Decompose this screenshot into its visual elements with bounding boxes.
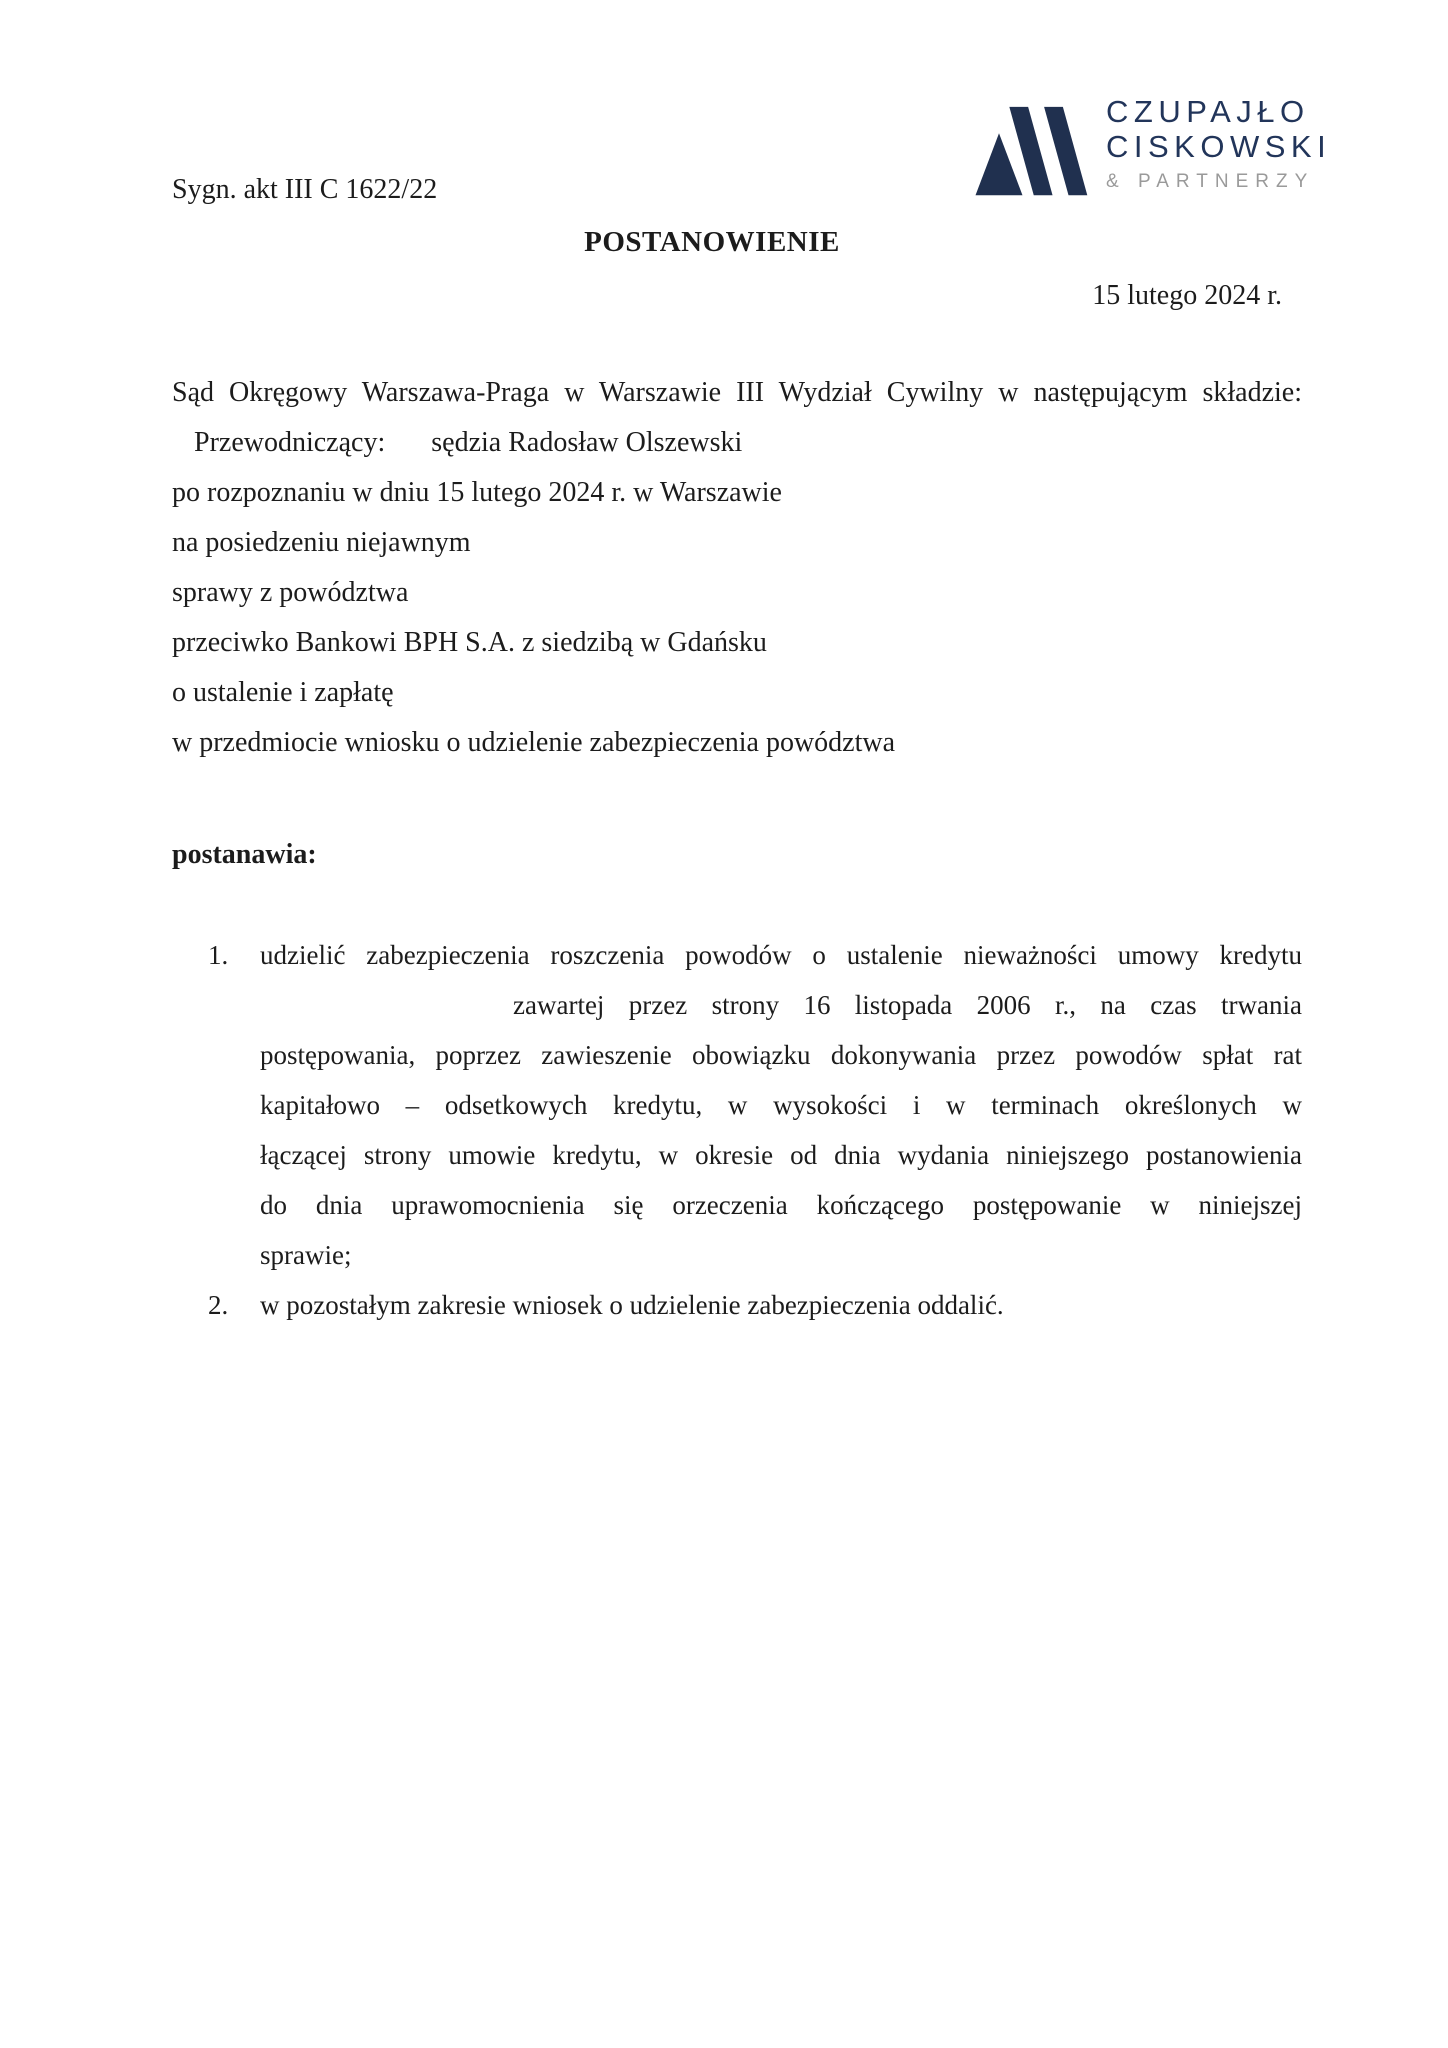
ruling-line: do dnia uprawomocnienia się orzeczenia kończącego postępowanie w niniejszej [260, 1190, 1302, 1220]
mountain-mark-icon [968, 88, 1092, 200]
ruling-item-2 [172, 1280, 1302, 1330]
ruling-item-1-number: 1. [208, 940, 229, 970]
ruling-line: w pozostałym zakresie wniosek o udzielenie zabezpieczenia oddalić. [260, 1290, 1004, 1320]
defendant-line: przeciwko Bankowi BPH S.A. z siedzibą w Gdańsku [172, 627, 767, 658]
ruling-item-1 [172, 930, 1302, 1280]
presiding-judge-line [172, 418, 1302, 468]
firm-name-line2: CISKOWSKI [1106, 129, 1332, 164]
presiding-judge-label: Przewodniczący: [194, 427, 386, 458]
ruling-line: zawartej przez strony 16 listopada 2006 r., na czas trwania [513, 990, 1302, 1020]
ruling-line: postępowania, poprzez zawieszenie obowiązku dokonywania przez powodów spłat rat [260, 1040, 1302, 1070]
firm-name-line1: CZUPAJŁO [1106, 94, 1310, 129]
hearing-date-line: po rozpoznaniu w dniu 15 lutego 2024 r. w Warszawie [172, 477, 782, 508]
case-origin-line: sprawy z powództwa [172, 577, 409, 608]
ruling-item-2-text [260, 1280, 1302, 1330]
document-preamble [172, 368, 1302, 768]
law-firm-logo [968, 88, 1350, 208]
decision-heading: postanawia: [172, 839, 317, 870]
ruling-list [172, 930, 1302, 1330]
presiding-judge-name: sędzia Radosław Olszewski [431, 427, 743, 458]
ruling-line: sprawie; [260, 1240, 352, 1270]
document-date: 15 lutego 2024 r. [1092, 280, 1282, 311]
court-composition-line: Sąd Okręgowy Warszawa-Praga w Warszawie III Wydział Cywilny w następującym składzie: [172, 377, 1302, 408]
document-title: POSTANOWIENIE [584, 226, 840, 258]
ruling-item-1-text [260, 930, 1302, 1280]
motion-subject-line: w przedmiocie wniosku o udzielenie zabezpieczenia powództwa [172, 727, 896, 758]
ruling-line: udzielić zabezpieczenia roszczenia powodów o ustalenie nieważności umowy kredytu [260, 940, 1302, 970]
ruling-item-2-number: 2. [208, 1290, 229, 1320]
law-firm-name [1106, 94, 1331, 208]
ruling-line: łączącej strony umowie kredytu, w okresie od dnia wydania niniejszego postanowienia [260, 1140, 1302, 1170]
firm-name-line3: & PARTNERZY [1106, 171, 1315, 192]
case-number: Sygn. akt III C 1622/22 [172, 174, 438, 205]
claim-type-line: o ustalenie i zapłatę [172, 677, 394, 708]
ruling-line: kapitałowo – odsetkowych kredytu, w wysokości i w terminach określonych w [260, 1090, 1302, 1120]
session-type-line: na posiedzeniu niejawnym [172, 527, 471, 558]
